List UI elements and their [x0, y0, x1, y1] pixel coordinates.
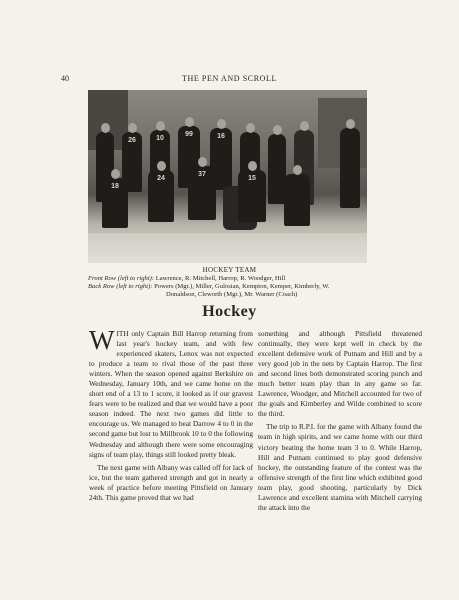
- jersey-number: 37: [198, 171, 206, 178]
- jersey-number: 24: [157, 175, 165, 182]
- article-column-left: [89, 325, 253, 503]
- jersey-number: 26: [128, 137, 136, 144]
- drop-cap: W: [89, 325, 115, 355]
- caption-back-names-cont: Donaldson, Clewortb (Mgr.), Mr. Warner (Coach): [166, 291, 298, 298]
- caption-front-lead: Front Row (left to right):: [88, 275, 155, 282]
- article-title: Hockey: [202, 303, 257, 320]
- jersey-number: 18: [111, 183, 119, 190]
- lead-smallcaps: ITH: [116, 329, 129, 338]
- paragraph: [89, 325, 253, 460]
- caption-back-lead: Back Row (left to right):: [88, 283, 153, 290]
- article-column-right: [258, 329, 422, 513]
- running-header: THE PEN AND SCROLL: [181, 74, 278, 83]
- team-photo: [88, 90, 367, 263]
- jersey-number: 16: [217, 133, 225, 140]
- paragraph: The trip to R.P.I. for the game with Albany found the team in high spirits, and we came home with our third victory beating the home team 3 to 0. While Harrop, Hill and Putnam continued to play good defensive hockey, the outstanding feature of the contest was the offensive strength of the first line which exhibited good team play, good shooting, particularly by Dick Lawrence and excellent stamina with Mitchell carrying the attack into the: [258, 422, 422, 512]
- jersey-number: 10: [156, 135, 164, 142]
- paragraph: The next game with Albany was called off for lack of ice, but the team gathered strength and got in nearly a week of practice before meeting Pittsfield on January 24th. This game proved that we had: [89, 462, 253, 502]
- caption-front-names: Lawrence, R. Mitchell, Harrop, R. Woodger, Hill: [155, 275, 286, 282]
- jersey-number: 15: [248, 175, 256, 182]
- paragraph: something and although Pittsfield threatened continually, they were kept well in check by the excellent defensive work of Putnam and Hill and by a very good job in the nets by Captain Harrop. The first and second lines both demonstrated scoring punch and much better team play than in any game so far. Lawrence, Woodger, and Mitchell accounted for two of the goals and Kimberley and Wilde combined to score the third.: [258, 329, 422, 419]
- paragraph-text: only Captain Bill Harrop returning from last year's hockey team, and with few experienced skaters, Lenox was not expected to produce a team to rival those of the past three winters. When the season opened against Berkshire on Wednesday, January 10th, and we came home on the short end of a 13 to 1 score, it looked as if our gravest fears were to be realized and that we would have a poor season indeed. The next two games did little to encourage us. We managed to beat Darrow 4 to 0 in the second game but lost to Millbrook 10 to 0 the following Wednesday and although there were some encouraging signs of team play, things still looked pretty bleak.: [89, 329, 253, 459]
- caption-front-row: [88, 275, 285, 283]
- caption-back-names: Powers (Mgr.), Miller, Gulosian, Kempton, Kemper, Kimberly, W.: [154, 283, 330, 290]
- photo-caption-title: HOCKEY TEAM: [202, 266, 257, 274]
- jersey-number: 99: [185, 131, 193, 138]
- page-number: 40: [61, 74, 69, 83]
- caption-back-row: [88, 283, 330, 291]
